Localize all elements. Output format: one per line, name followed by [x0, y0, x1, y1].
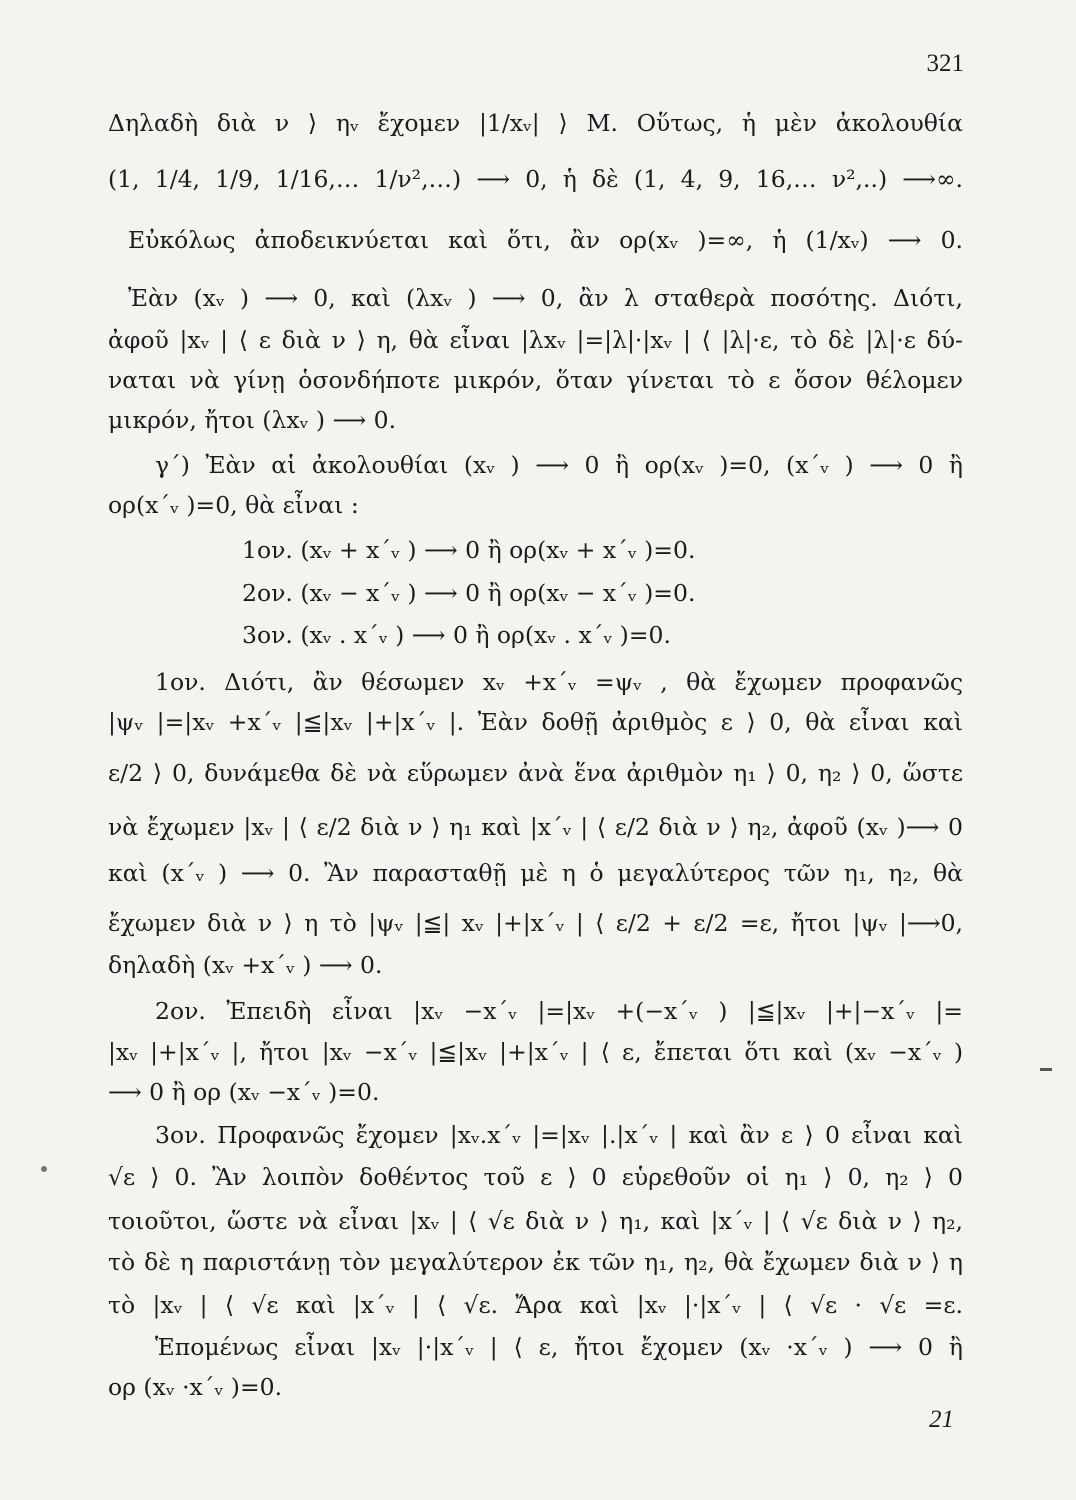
- text-line: |xᵥ |+|x΄ᵥ |, ἤτοι |xᵥ −x΄ᵥ |≦|xᵥ |+|x΄ᵥ | ⟨ ε, ἔπεται ὅτι καὶ (xᵥ −x΄ᵥ ): [108, 1038, 963, 1066]
- text-line: ε/2 ⟩ 0, δυνάμεθα δὲ νὰ εὕρωμεν ἀνὰ ἕνα ἀριθμὸν η₁ ⟩ 0, η₂ ⟩ 0, ὥστε: [108, 759, 963, 787]
- text-line: τοιοῦτοι, ὥστε νὰ εἶναι |xᵥ | ⟨ √ε διὰ ν ⟩ η₁, καὶ |x΄ᵥ | ⟨ √ε διὰ ν ⟩ η₂,: [108, 1207, 963, 1235]
- text-line: ἔχωμεν διὰ ν ⟩ η τὸ |ψᵥ |≦| xᵥ |+|x΄ᵥ | ⟨ ε/2 + ε/2 =ε, ἤτοι |ψᵥ |⟶0,: [108, 909, 963, 937]
- text-line: 3ον. Προφανῶς ἔχομεν |xᵥ.x΄ᵥ |=|xᵥ |.|x΄ᵥ | καὶ ἂν ε ⟩ 0 εἶναι καὶ: [155, 1121, 963, 1149]
- text-line: 2ον. Ἐπειδὴ εἶναι |xᵥ −x΄ᵥ |=|xᵥ +(−x΄ᵥ ) |≦|xᵥ |+|−x΄ᵥ |=: [155, 997, 963, 1025]
- text-line: ορ(x΄ᵥ )=0, θὰ εἶναι :: [108, 491, 359, 519]
- text-line: (1, 1/4, 1/9, 1/16,… 1/ν²,…) ⟶ 0, ἡ δὲ (1, 4, 9, 16,… ν²,..) ⟶∞.: [108, 165, 963, 193]
- text-line: Εὐκόλως ἀποδεικνύεται καὶ ὅτι, ἂν ορ(xᵥ )=∞, ἡ (1/xᵥ) ⟶ 0.: [128, 226, 963, 254]
- footer-signature: 21: [929, 1406, 954, 1433]
- text-line: καὶ (x΄ᵥ ) ⟶ 0. Ἂν παρασταθῇ μὲ η ὁ μεγαλύτερος τῶν η₁, η₂, θὰ: [108, 859, 963, 887]
- list-item: 2ον. (xᵥ − x΄ᵥ ) ⟶ 0 ἢ ορ(xᵥ − x΄ᵥ )=0.: [242, 579, 696, 607]
- margin-mark: [1040, 1068, 1052, 1071]
- text-line: |ψᵥ |=|xᵥ +x΄ᵥ |≦|xᵥ |+|x΄ᵥ |. Ἐὰν δοθῇ ἀριθμὸς ε ⟩ 0, θὰ εἶναι καὶ: [108, 708, 963, 736]
- text-line: ναται νὰ γίνῃ ὁσονδήποτε μικρόν, ὅταν γίνεται τὸ ε ὅσον θέλομεν: [108, 366, 963, 394]
- text-line: μικρόν, ἤτοι (λxᵥ ) ⟶ 0.: [108, 406, 397, 434]
- text-line: τὸ δὲ η παριστάνῃ τὸν μεγαλύτερον ἐκ τῶν η₁, η₂, θὰ ἔχωμεν διὰ ν ⟩ η: [108, 1248, 963, 1276]
- list-item: 1ον. (xᵥ + x΄ᵥ ) ⟶ 0 ἢ ορ(xᵥ + x΄ᵥ )=0.: [242, 536, 696, 564]
- margin-dot: [41, 1166, 47, 1172]
- text-line: ⟶ 0 ἢ ορ (xᵥ −x΄ᵥ )=0.: [108, 1078, 380, 1106]
- text-line: γ΄) Ἐὰν αἱ ἀκολουθίαι (xᵥ ) ⟶ 0 ἢ ορ(xᵥ )=0, (x΄ᵥ ) ⟶ 0 ἢ: [155, 451, 963, 479]
- text-line: √ε ⟩ 0. Ἂν λοιπὸν δοθέντος τοῦ ε ⟩ 0 εὑρεθοῦν οἱ η₁ ⟩ 0, η₂ ⟩ 0: [108, 1163, 963, 1191]
- text-line: Ἑπομένως εἶναι |xᵥ |·|x΄ᵥ | ⟨ ε, ἤτοι ἔχομεν (xᵥ ·x΄ᵥ ) ⟶ 0 ἢ: [155, 1333, 963, 1361]
- text-line: ἀφοῦ |xᵥ | ⟨ ε διὰ ν ⟩ η, θὰ εἶναι |λxᵥ |=|λ|·|xᵥ | ⟨ |λ|·ε, τὸ δὲ |λ|·ε δύ-: [108, 326, 963, 354]
- text-line: ορ (xᵥ ·x΄ᵥ )=0.: [108, 1373, 283, 1401]
- page-number: 321: [926, 50, 964, 77]
- list-item: 3ον. (xᵥ . x΄ᵥ ) ⟶ 0 ἢ ορ(xᵥ . x΄ᵥ )=0.: [242, 621, 671, 649]
- text-line: 1ον. Διότι, ἂν θέσωμεν xᵥ +x΄ᵥ =ψᵥ , θὰ ἔχωμεν προφανῶς: [155, 668, 963, 696]
- text-line: Ἐὰν (xᵥ ) ⟶ 0, καὶ (λxᵥ ) ⟶ 0, ἂν λ σταθερὰ ποσότης. Διότι,: [128, 284, 963, 312]
- text-line: Δηλαδὴ διὰ ν ⟩ ηᵥ ἔχομεν |1/xᵥ| ⟩ Μ. Οὕτως, ἡ μὲν ἀκολουθία: [108, 109, 963, 137]
- text-line: νὰ ἔχωμεν |xᵥ | ⟨ ε/2 διὰ ν ⟩ η₁ καὶ |x΄ᵥ | ⟨ ε/2 διὰ ν ⟩ η₂, ἀφοῦ (xᵥ )⟶ 0: [108, 813, 963, 841]
- text-line: τὸ |xᵥ | ⟨ √ε καὶ |x΄ᵥ | ⟨ √ε. Ἄρα καὶ |xᵥ |·|x΄ᵥ | ⟨ √ε · √ε =ε.: [108, 1291, 963, 1319]
- text-line: δηλαδὴ (xᵥ +x΄ᵥ ) ⟶ 0.: [108, 951, 383, 979]
